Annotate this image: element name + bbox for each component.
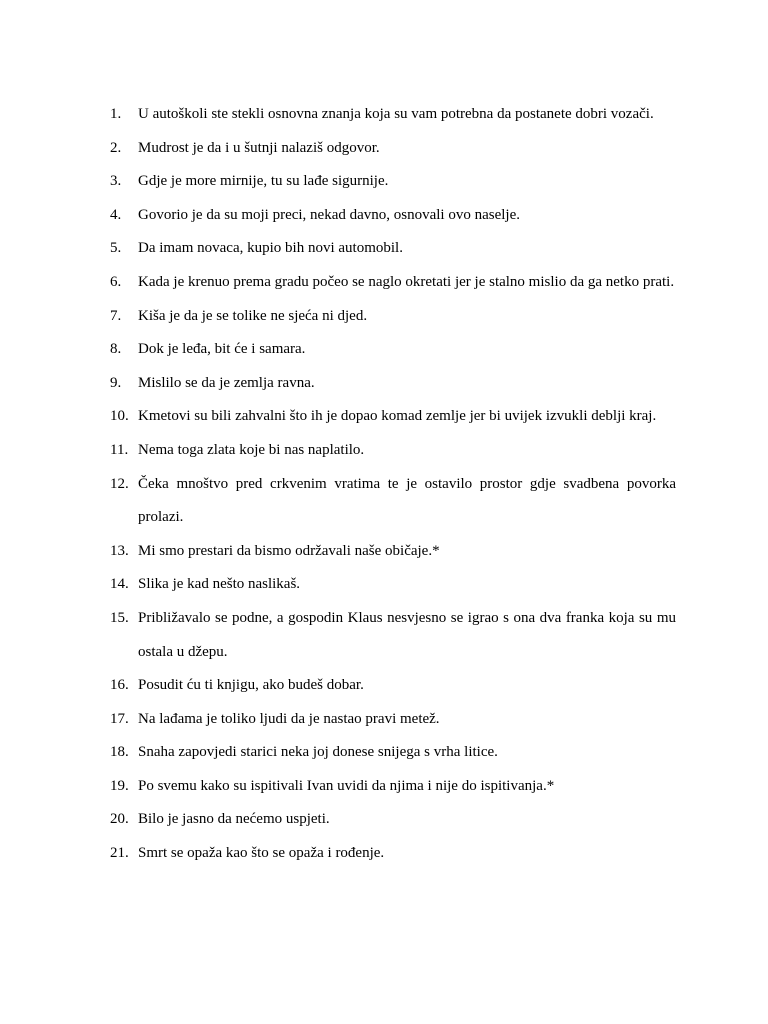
list-item-text: Nema toga zlata koje bi nas naplatilo. — [138, 441, 365, 458]
list-item-number: 4. — [110, 206, 122, 223]
list-item — [110, 468, 676, 535]
list-item-number: 11. — [110, 441, 129, 458]
list-item — [110, 266, 676, 300]
list-item-number: 15. — [110, 609, 129, 626]
list-item-number: 9. — [110, 374, 122, 391]
list-item-number: 19. — [110, 777, 129, 794]
list-item-text: Bilo je jasno da nećemo uspjeti. — [138, 811, 330, 828]
list-item-number: 21. — [110, 845, 129, 862]
numbered-sentence-list — [110, 98, 676, 871]
list-item-text: Mislilo se da je zemlja ravna. — [138, 374, 315, 391]
list-item — [110, 132, 676, 166]
list-item-text: Govorio je da su moji preci, nekad davno, osnovali ovo naselje. — [138, 206, 520, 223]
list-item-text: Kada je krenuo prema gradu počeo se naglo okretati jer je stalno mislio da ga netko prati. — [138, 273, 675, 290]
list-item — [110, 367, 676, 401]
list-item — [110, 669, 676, 703]
list-item-text: Gdje je more mirnije, tu su lađe sigurnije. — [138, 173, 389, 190]
list-item-text: Dok je leđa, bit će i samara. — [138, 341, 306, 358]
list-item — [110, 803, 676, 837]
list-item-text: Slika je kad nešto naslikaš. — [138, 576, 301, 593]
list-item — [110, 98, 676, 132]
list-item-number: 12. — [110, 475, 129, 492]
list-item-number: 6. — [110, 273, 122, 290]
list-item-text: U autoškoli ste stekli osnovna znanja koja su vam potrebna da postanete dobri vozači. — [138, 106, 654, 122]
list-item-text: Čeka mnoštvo pred crkvenim vratima te je ostavilo prostor gdje svadbena povorka prolazi. — [138, 475, 676, 526]
list-item-text: Po svemu kako su ispitivali Ivan uvidi da njima i nije do ispitivanja.* — [138, 777, 555, 794]
list-item — [110, 400, 676, 434]
list-item — [110, 770, 676, 804]
list-item — [110, 602, 676, 669]
list-item-text: Posudit ću ti knjigu, ako budeš dobar. — [138, 677, 364, 694]
list-item — [110, 434, 676, 468]
list-item-text: Na lađama je toliko ljudi da je nastao pravi metež. — [138, 710, 440, 727]
list-item-number: 1. — [110, 106, 122, 122]
list-item-number: 5. — [110, 240, 122, 257]
list-item — [110, 837, 676, 871]
list-item — [110, 568, 676, 602]
list-item-text: Mudrost je da i u šutnji nalaziš odgovor. — [138, 139, 380, 156]
list-item-text: Kiša je da je se tolike ne sjeća ni djed. — [138, 307, 368, 324]
list-item-text: Snaha zapovjedi starici neka joj donese snijega s vrha litice. — [138, 744, 498, 761]
list-item — [110, 165, 676, 199]
list-item — [110, 199, 676, 233]
list-item — [110, 703, 676, 737]
list-item-number: 2. — [110, 139, 122, 156]
list-item-number: 14. — [110, 576, 129, 593]
list-item — [110, 300, 676, 334]
list-item-number: 18. — [110, 744, 129, 761]
list-item-text: Da imam novaca, kupio bih novi automobil. — [138, 240, 403, 257]
list-item — [110, 535, 676, 569]
list-item-number: 16. — [110, 677, 129, 694]
list-item — [110, 232, 676, 266]
list-item — [110, 736, 676, 770]
list-item-number: 17. — [110, 710, 129, 727]
list-item-text: Približavalo se podne, a gospodin Klaus nesvjesno se igrao s ona dva franka koja su mu ostala u džepu. — [138, 609, 676, 660]
list-item-number: 20. — [110, 811, 129, 828]
list-item-number: 13. — [110, 542, 129, 559]
list-item-text: Kmetovi su bili zahvalni što ih je dopao komad zemlje jer bi uvijek izvukli deblji kraj. — [138, 408, 657, 425]
list-item-number: 7. — [110, 307, 122, 324]
list-item-number: 10. — [110, 408, 129, 425]
list-item-text: Smrt se opaža kao što se opaža i rođenje. — [138, 845, 385, 862]
list-item-number: 3. — [110, 173, 122, 190]
list-item — [110, 333, 676, 367]
list-item-number: 8. — [110, 341, 122, 358]
list-item-text: Mi smo prestari da bismo održavali naše običaje.* — [138, 542, 440, 559]
